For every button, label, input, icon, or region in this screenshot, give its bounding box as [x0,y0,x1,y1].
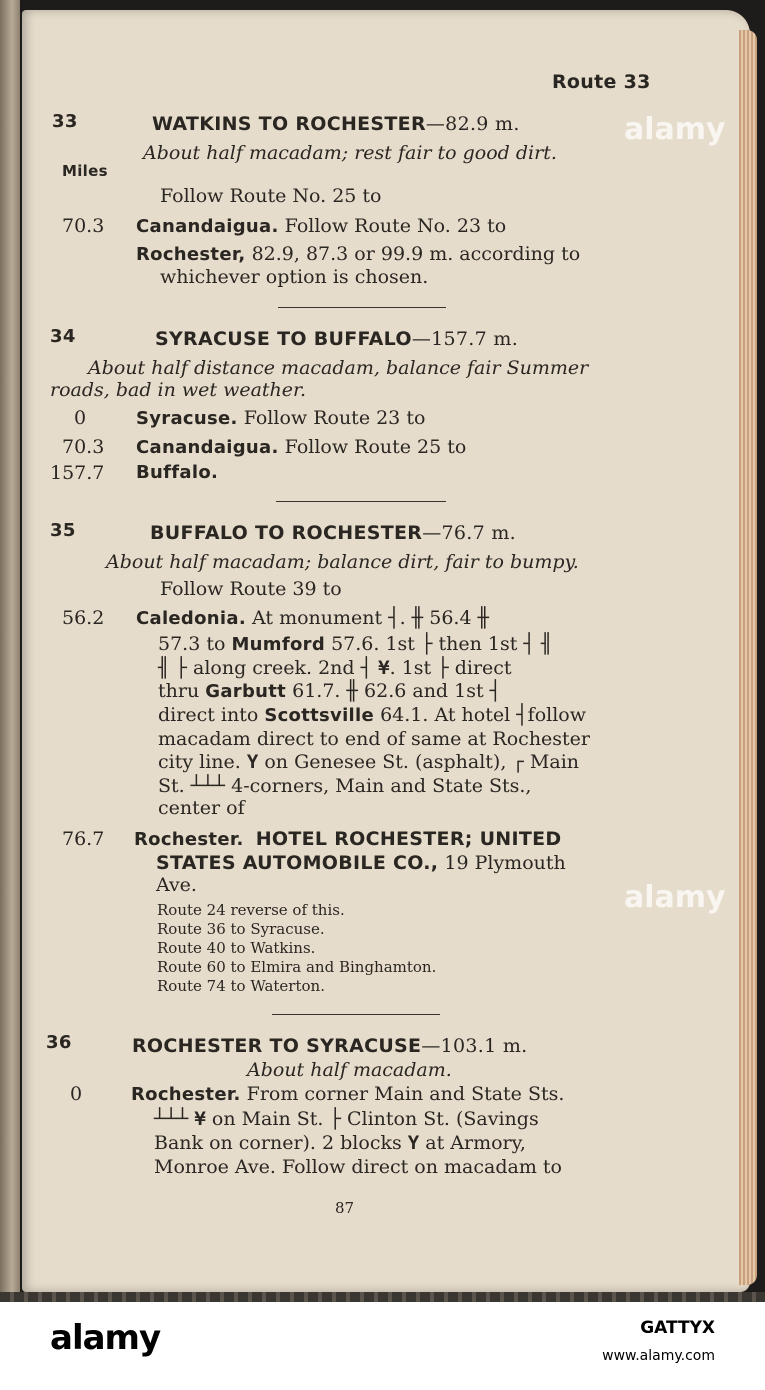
image-id: GATTYX [640,1318,715,1338]
route-34-mile-3: 157.7 [50,462,105,484]
route-35-description: About half macadam; balance dirt, fair to bumpy. [106,551,579,573]
page-edges [739,30,757,1285]
turn-left-icon: ┤ [360,657,373,679]
watermark-logo: alamy [624,112,726,147]
rochester-mile: 76.7 [62,828,105,850]
caledonia-line-5: direct into Scottsville 64.1. At hotel ┤follow [158,704,586,726]
route-33-line-1: Follow Route No. 25 to [160,185,382,207]
bridge-icon: ╢ [158,657,170,679]
route-ref-5: Route 74 to Waterton. [157,977,325,995]
route-33-title: WATKINS TO ROCHESTER—82.9 m. [152,113,520,135]
fork-icon: ¥ [194,1108,206,1130]
route-36-line-3: Bank on corner). 2 blocks Y at Armory, [154,1132,526,1154]
route-36-line-2: ┴┴┴ ¥ on Main St. ├ Clinton St. (Savings [154,1108,539,1130]
route-33-mile: 70.3 [62,215,105,237]
rochester-line-2: STATES AUTOMOBILE CO., 19 Plymouth [156,852,566,874]
route-36-description: About half macadam. [247,1059,452,1081]
running-header: Route 33 [552,71,651,93]
route-35-follow: Follow Route 39 to [160,578,342,600]
route-33-description: About half macadam; rest fair to good dirt. [143,142,557,164]
fork-right-icon: Y [246,751,259,773]
bridge-icon: ╢ [540,633,553,655]
book-spine [0,0,20,1292]
turn-right-icon: ├ [329,1108,341,1130]
alamy-logo: alamy [50,1318,161,1358]
route-36-number: 36 [46,1032,72,1053]
corner-turn-icon: ┌ [512,751,524,773]
caledonia-line-4: thru Garbutt 61.7. ╫ 62.6 and 1st ┤ [158,680,502,702]
route-36-title: ROCHESTER TO SYRACUSE—103.1 m. [132,1035,528,1057]
route-35-number: 35 [50,520,76,541]
route-33-line-4: whichever option is chosen. [160,266,429,288]
route-ref-3: Route 40 to Watkins. [157,939,316,957]
route-ref-2: Route 36 to Syracuse. [157,920,325,938]
site-url: www.alamy.com [602,1348,715,1364]
caledonia-line-1: Caledonia. At monument ┤. ╫ 56.4 ╫ [136,607,490,629]
route-ref-1: Route 24 reverse of this. [157,901,345,919]
railroad-crossing-icon: ╫ [346,680,358,702]
route-ref-4: Route 60 to Elmira and Binghamton. [157,958,437,976]
caledonia-line-3: ╢ ├ along creek. 2nd ┤ ¥. 1st ├ direct [158,657,512,679]
divider [276,501,446,502]
divider [278,307,446,308]
caledonia-line-6: macadam direct to end of same at Rochester [158,728,591,750]
page-number: 87 [335,1199,355,1217]
railroad-crossing-icon: ╫ [411,607,424,629]
caledonia-line-9: center of [158,797,245,819]
route-34-description-2: roads, bad in wet weather. [50,379,307,401]
caledonia-line-8: St. ┴┴┴ 4-corners, Main and State Sts., [158,775,532,797]
route-35-title: BUFFALO TO ROCHESTER—76.7 m. [150,522,516,544]
route-34-line-3: Buffalo. [136,462,219,483]
turn-right-icon: ├ [437,657,449,679]
scan-border [0,1292,765,1302]
fork-right-icon: Y [407,1132,420,1154]
rochester-line-3: Ave. [156,874,197,896]
route-36-line-4: Monroe Ave. Follow direct on macadam to [154,1156,562,1178]
railroad-crossing-icon: ╫ [477,607,490,629]
route-34-line-2: Canandaigua. Follow Route 25 to [136,436,467,458]
caledonia-line-2: 57.3 to Mumford 57.6. 1st ├ then 1st ┤ ╢ [158,633,553,655]
fork-icon: ¥ [378,657,390,679]
divider [272,1014,440,1015]
turn-left-icon: ┤ [489,680,502,702]
four-corners-icon: ┴┴┴ [190,775,226,797]
route-33-line-3: Rochester, 82.9, 87.3 or 99.9 m. according to [136,243,581,265]
four-corners-icon: ┴┴┴ [154,1108,189,1130]
rochester-line-1: Rochester. HOTEL ROCHESTER; UNITED [134,828,562,850]
route-36-line-1: Rochester. From corner Main and State Sts. [131,1083,565,1105]
turn-right-icon: ├ [175,657,187,679]
route-34-line-1: Syracuse. Follow Route 23 to [136,407,426,429]
turn-right-icon: ├ [421,633,433,655]
route-34-mile-1: 0 [74,407,87,429]
route-33-number: 33 [52,111,78,132]
caledonia-mile: 56.2 [62,607,105,629]
route-34-title: SYRACUSE TO BUFFALO—157.7 m. [155,328,519,350]
route-36-mile: 0 [70,1083,83,1105]
route-34-number: 34 [50,326,76,347]
turn-left-icon: ┤ [516,704,528,726]
miles-label: Miles [62,162,108,180]
turn-left-icon: ┤ [388,607,400,629]
route-34-mile-2: 70.3 [62,436,105,458]
route-34-description-1: About half distance macadam, balance fair Summer [88,357,589,379]
watermark-logo: alamy [624,880,726,915]
route-33-line-2: Canandaigua. Follow Route No. 23 to [136,215,507,237]
caledonia-line-7: city line. Y on Genesee St. (asphalt), ┌ Main [158,751,580,773]
turn-left-icon: ┤ [523,633,535,655]
